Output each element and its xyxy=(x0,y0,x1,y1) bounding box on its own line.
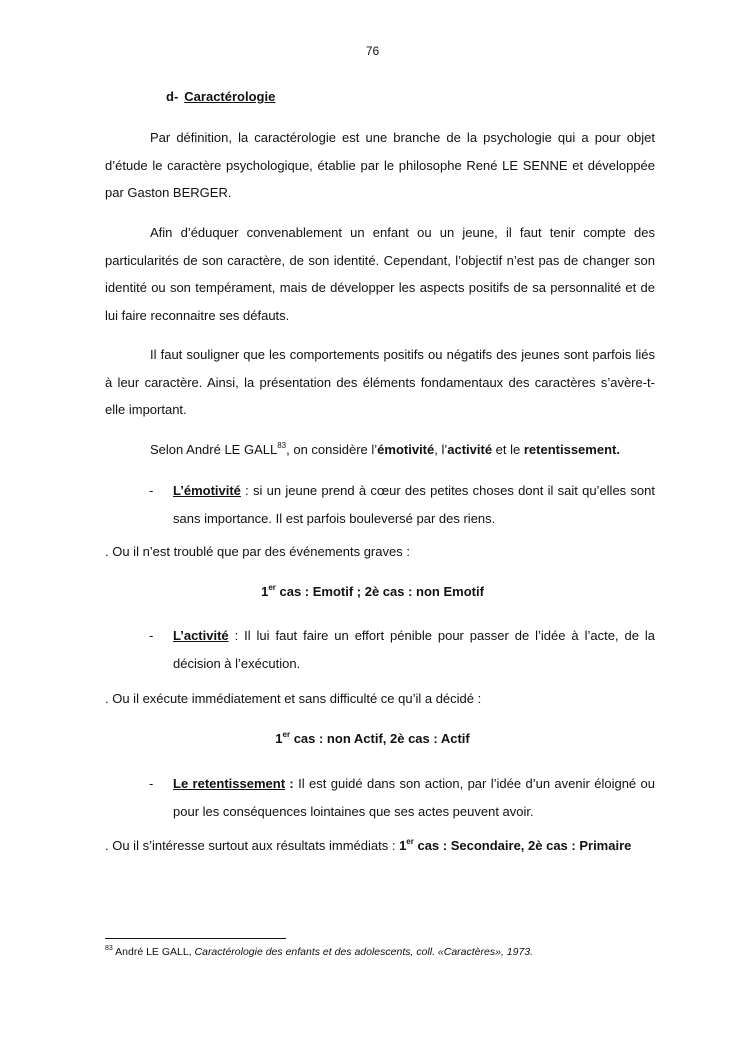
footnote-number: 83 xyxy=(105,945,113,952)
trait-description xyxy=(173,770,655,825)
trait-term: L’activité xyxy=(173,628,229,643)
footnote-ref: 83 xyxy=(277,441,287,450)
paragraph-education: Afin d’éduquer convenablement un enfant ou un jeune, il faut tenir compte des particularités de son caractère, de son identité. Cependant, l’objectif n’est pas de changer son identité ou son tempérament, mais de développer les aspects positifs de sa personnalité et de lui faire reconnaitre ses défauts. xyxy=(105,225,655,323)
footnote xyxy=(105,946,533,958)
section-heading xyxy=(166,89,275,104)
cases-num: 1 xyxy=(261,584,269,599)
footnote-title: Caractérologie des enfants et des adolescents, coll. «Caractères», 1973. xyxy=(194,946,534,958)
cases-rest: cas : non Actif, 2è cas : Actif xyxy=(290,731,470,746)
trait-sep: : xyxy=(228,628,245,643)
p4-text: , on considère l’ xyxy=(286,442,378,457)
trait-alternative xyxy=(105,838,631,853)
term-activite: activité xyxy=(447,442,493,457)
cases-sup: er xyxy=(406,837,414,846)
footnote-separator xyxy=(105,938,286,939)
p4-text: et le xyxy=(492,442,524,457)
cases-rest: cas : Emotif ; 2è cas : non Emotif xyxy=(275,584,484,599)
trait-sep: : xyxy=(240,483,254,498)
page-number: 76 xyxy=(365,44,380,58)
paragraph-le-gall xyxy=(105,436,655,464)
p4-text: Selon André LE GALL xyxy=(150,442,278,457)
section-letter: d- xyxy=(166,89,179,104)
footnote-author: André LE GALL, xyxy=(112,946,195,958)
bullet-dash: - xyxy=(149,776,154,791)
section-title: Caractérologie xyxy=(184,89,276,104)
trait-sep: : xyxy=(285,776,299,791)
trait-description xyxy=(173,477,655,532)
term-emotivite: émotivité xyxy=(377,442,435,457)
trait-text: si un jeune prend à cœur des petites choses dont il sait qu’elles sont sans importance. Il est parfois bouleversé par des riens. xyxy=(173,483,655,526)
trait-alternative: . Ou il n’est troublé que par des événements graves : xyxy=(105,544,410,559)
cases-num: 1 xyxy=(275,731,283,746)
bullet-dash: - xyxy=(149,628,154,643)
alt-text: . Ou il s’intéresse surtout aux résultats immédiats : xyxy=(105,838,400,853)
cases-sup: er xyxy=(282,730,291,739)
trait-term: Le retentissement xyxy=(173,776,286,791)
trait-term: L’émotivité xyxy=(173,483,241,498)
paragraph-behaviour: Il faut souligner que les comportements positifs ou négatifs des jeunes sont parfois liés à leur caractère. Ainsi, la présentation des éléments fondamentaux des caractères s’avère-t-elle important. xyxy=(105,347,655,417)
p4-text: , l’ xyxy=(434,442,448,457)
bullet-dash: - xyxy=(149,483,154,498)
trait-alternative: . Ou il exécute immédiatement et sans difficulté ce qu’il a décidé : xyxy=(105,691,482,706)
trait-cases xyxy=(0,731,745,746)
cases-sup: er xyxy=(268,583,276,592)
trait-cases xyxy=(0,584,745,599)
trait-text: Il est guidé dans son action, par l’idée d’un avenir éloigné ou pour les conséquences lointaines que ses actes peuvent avoir. xyxy=(173,776,655,819)
cases-num: 1 xyxy=(399,838,407,853)
paragraph-definition: Par définition, la caractérologie est une branche de la psychologie qui a pour objet d’étude le caractère psychologique, établie par le philosophe René LE SENNE et développée par Gaston BERGER. xyxy=(105,130,655,200)
trait-text: Il lui faut faire un effort pénible pour passer de l’idée à l’acte, de la décision à l’exécution. xyxy=(173,628,655,671)
term-retentissement: retentissement. xyxy=(523,442,620,457)
cases-rest: cas : Secondaire, 2è cas : Primaire xyxy=(413,838,632,853)
trait-description xyxy=(173,622,655,677)
